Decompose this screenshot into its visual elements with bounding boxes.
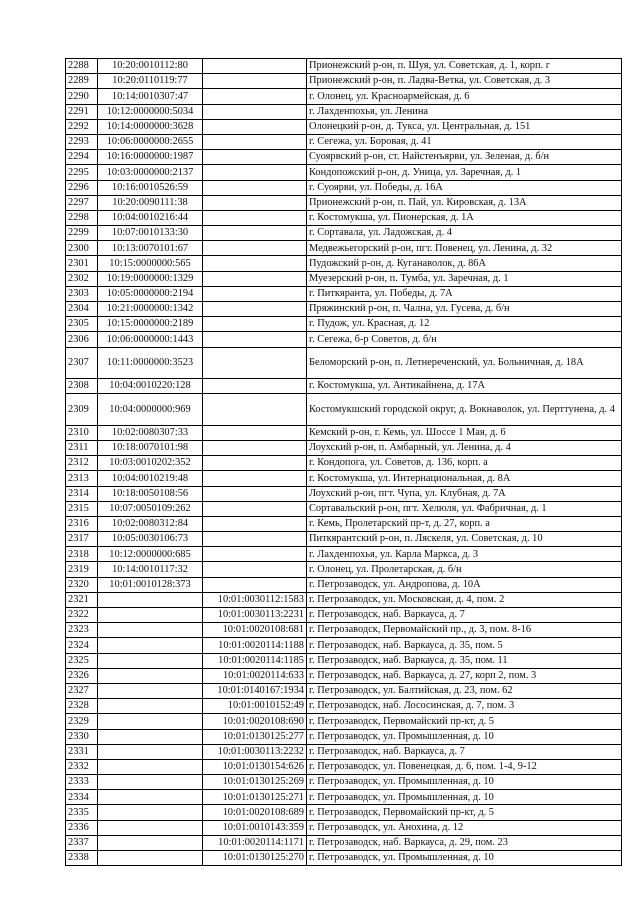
row-number-cell: 2302 (66, 271, 98, 286)
row-number-cell: 2307 (66, 347, 98, 379)
table-row (66, 532, 622, 547)
table-row (66, 302, 622, 317)
cadastral-number-cell: 10:04:0010220:128 (98, 379, 203, 394)
cadastral-number-cell (98, 729, 203, 744)
row-number-cell: 2293 (66, 134, 98, 149)
address-cell: Лоухский р-он, п. Амбарный, ул. Ленина, д. 4 (307, 440, 622, 455)
address-cell: Костомукшский городской округ, д. Вокнаволок, ул. Перттунена, д. 4 (307, 394, 622, 426)
cadastral-number-cell: 10:04:0010216:44 (98, 210, 203, 225)
cadastral-number-cell: 10:18:0050108:56 (98, 486, 203, 501)
row-number-cell: 2297 (66, 195, 98, 210)
cadastral-number-cell (98, 638, 203, 653)
cadastral-number-cell (98, 683, 203, 698)
address-cell: Кемский р-он, г. Кемь, ул. Шоссе 1 Мая, д. 6 (307, 425, 622, 440)
premises-cadastral-number-cell (203, 195, 307, 210)
row-number-cell: 2296 (66, 180, 98, 195)
row-number-cell: 2326 (66, 668, 98, 683)
row-number-cell: 2323 (66, 623, 98, 638)
cadastral-number-cell: 10:20:0090111:38 (98, 195, 203, 210)
premises-cadastral-number-cell (203, 516, 307, 531)
row-number-cell: 2305 (66, 317, 98, 332)
premises-cadastral-number-cell (203, 562, 307, 577)
address-cell: г. Петрозаводск, ул. Промышленная, д. 10 (307, 729, 622, 744)
premises-cadastral-number-cell (203, 271, 307, 286)
address-cell: г. Костомукша, ул. Интернациональная, д. 8А (307, 471, 622, 486)
address-cell: г. Петрозаводск, наб. Варкауса, д. 35, пом. 5 (307, 638, 622, 653)
address-cell: Беломорский р-он, п. Летнереченский, ул. Больничная, д. 18А (307, 347, 622, 379)
cadastral-number-cell: 10:04:0010219:48 (98, 471, 203, 486)
premises-cadastral-number-cell (203, 241, 307, 256)
table-row (66, 241, 622, 256)
cadastral-number-cell (98, 775, 203, 790)
row-number-cell: 2335 (66, 805, 98, 820)
premises-cadastral-number-cell: 10:01:0020108:690 (203, 714, 307, 729)
table-row (66, 501, 622, 516)
premises-cadastral-number-cell (203, 150, 307, 165)
cadastral-number-cell: 10:11:0000000:3523 (98, 347, 203, 379)
table-row (66, 256, 622, 271)
register-table-body (66, 59, 622, 866)
premises-cadastral-number-cell (203, 577, 307, 592)
row-number-cell: 2329 (66, 714, 98, 729)
cadastral-number-cell (98, 759, 203, 774)
premises-cadastral-number-cell (203, 256, 307, 271)
premises-cadastral-number-cell (203, 59, 307, 74)
address-cell: г. Петрозаводск, наб. Варкауса, д. 35, пом. 11 (307, 653, 622, 668)
premises-cadastral-number-cell (203, 89, 307, 104)
address-cell: Лоухский р-он, пгт. Чупа, ул. Клубная, д. 7А (307, 486, 622, 501)
address-cell: г. Кемь, Пролетарский пр-т, д. 27, корп. а (307, 516, 622, 531)
premises-cadastral-number-cell (203, 532, 307, 547)
premises-cadastral-number-cell (203, 456, 307, 471)
address-cell: г. Лахденпохья, ул. Карла Маркса, д. 3 (307, 547, 622, 562)
address-cell: г. Петрозаводск, ул. Промышленная, д. 10 (307, 775, 622, 790)
table-row (66, 562, 622, 577)
table-row (66, 653, 622, 668)
premises-cadastral-number-cell (203, 332, 307, 347)
row-number-cell: 2336 (66, 820, 98, 835)
table-row (66, 59, 622, 74)
premises-cadastral-number-cell: 10:01:0130125:270 (203, 851, 307, 866)
document-page (65, 58, 622, 866)
cadastral-number-cell: 10:21:0000000:1342 (98, 302, 203, 317)
premises-cadastral-number-cell (203, 440, 307, 455)
table-row (66, 394, 622, 426)
address-cell: Медвежьегорский р-он, пгт. Повенец, ул. Ленина, д. 32 (307, 241, 622, 256)
premises-cadastral-number-cell: 10:01:0030112:1583 (203, 592, 307, 607)
premises-cadastral-number-cell (203, 74, 307, 89)
table-row (66, 271, 622, 286)
table-row (66, 683, 622, 698)
row-number-cell: 2316 (66, 516, 98, 531)
table-row (66, 623, 622, 638)
row-number-cell: 2314 (66, 486, 98, 501)
cadastral-number-cell: 10:12:0000000:5034 (98, 104, 203, 119)
address-cell: г. Петрозаводск, Первомайский пр-кт, д. 5 (307, 805, 622, 820)
table-row (66, 592, 622, 607)
row-number-cell: 2333 (66, 775, 98, 790)
row-number-cell: 2312 (66, 456, 98, 471)
premises-cadastral-number-cell: 10:01:0130125:271 (203, 790, 307, 805)
cadastral-number-cell: 10:15:0000000:565 (98, 256, 203, 271)
row-number-cell: 2327 (66, 683, 98, 698)
row-number-cell: 2300 (66, 241, 98, 256)
premises-cadastral-number-cell: 10:01:0130125:277 (203, 729, 307, 744)
table-row (66, 134, 622, 149)
premises-cadastral-number-cell (203, 286, 307, 301)
table-row (66, 89, 622, 104)
table-row (66, 210, 622, 225)
address-cell: г. Кондопога, ул. Советов, д. 136, корп. а (307, 456, 622, 471)
premises-cadastral-number-cell (203, 471, 307, 486)
address-cell: г. Сортавала, ул. Ладожская, д. 4 (307, 226, 622, 241)
row-number-cell: 2334 (66, 790, 98, 805)
address-cell: г. Лахденпохья, ул. Ленина (307, 104, 622, 119)
row-number-cell: 2299 (66, 226, 98, 241)
cadastral-number-cell: 10:14:0000000:3628 (98, 119, 203, 134)
table-row (66, 820, 622, 835)
address-cell: Сортавальский р-он, пгт. Хелюля, ул. Фабричная, д. 1 (307, 501, 622, 516)
address-cell: г. Петрозаводск, ул. Анохина, д. 12 (307, 820, 622, 835)
property-register-table (65, 58, 622, 866)
cadastral-number-cell: 10:05:0030106:73 (98, 532, 203, 547)
row-number-cell: 2310 (66, 425, 98, 440)
cadastral-number-cell (98, 592, 203, 607)
address-cell: г. Сегежа, ул. Боровая, д. 41 (307, 134, 622, 149)
row-number-cell: 2315 (66, 501, 98, 516)
premises-cadastral-number-cell: 10:01:0130125:269 (203, 775, 307, 790)
cadastral-number-cell: 10:19:0000000:1329 (98, 271, 203, 286)
table-row (66, 347, 622, 379)
cadastral-number-cell: 10:20:0010112:80 (98, 59, 203, 74)
table-row (66, 104, 622, 119)
table-row (66, 577, 622, 592)
premises-cadastral-number-cell (203, 134, 307, 149)
address-cell: г. Костомукша, ул. Антикайнена, д. 17А (307, 379, 622, 394)
table-row (66, 638, 622, 653)
cadastral-number-cell (98, 820, 203, 835)
premises-cadastral-number-cell (203, 226, 307, 241)
cadastral-number-cell: 10:16:0000000:1987 (98, 150, 203, 165)
cadastral-number-cell (98, 835, 203, 850)
cadastral-number-cell: 10:05:0000000:2194 (98, 286, 203, 301)
row-number-cell: 2292 (66, 119, 98, 134)
premises-cadastral-number-cell: 10:01:0130154:626 (203, 759, 307, 774)
address-cell: г. Петрозаводск, ул. Повенецкая, д. 6, пом. 1-4, 9-12 (307, 759, 622, 774)
address-cell: г. Пудож, ул. Красная, д. 12 (307, 317, 622, 332)
cadastral-number-cell: 10:18:0070101:98 (98, 440, 203, 455)
address-cell: Прионежский р-он, п. Шуя, ул. Советская, д. 1, корп. г (307, 59, 622, 74)
table-row (66, 608, 622, 623)
table-row (66, 317, 622, 332)
premises-cadastral-number-cell: 10:01:0010143:359 (203, 820, 307, 835)
row-number-cell: 2308 (66, 379, 98, 394)
row-number-cell: 2288 (66, 59, 98, 74)
cadastral-number-cell (98, 653, 203, 668)
row-number-cell: 2290 (66, 89, 98, 104)
cadastral-number-cell: 10:04:0000000:969 (98, 394, 203, 426)
cadastral-number-cell (98, 851, 203, 866)
row-number-cell: 2325 (66, 653, 98, 668)
cadastral-number-cell: 10:06:0000000:2655 (98, 134, 203, 149)
premises-cadastral-number-cell (203, 486, 307, 501)
cadastral-number-cell: 10:02:0080307:33 (98, 425, 203, 440)
table-row (66, 180, 622, 195)
cadastral-number-cell (98, 714, 203, 729)
row-number-cell: 2289 (66, 74, 98, 89)
row-number-cell: 2295 (66, 165, 98, 180)
table-row (66, 150, 622, 165)
address-cell: Суоярвский р-он, ст. Найстенъярви, ул. Зеленая, д. б/н (307, 150, 622, 165)
address-cell: г. Олонец, ул. Пролетарская, д. б/н (307, 562, 622, 577)
cadastral-number-cell: 10:16:0010526:59 (98, 180, 203, 195)
premises-cadastral-number-cell (203, 379, 307, 394)
address-cell: Пудожский р-он, д. Куганаволок, д. 86А (307, 256, 622, 271)
table-row (66, 547, 622, 562)
table-row (66, 226, 622, 241)
table-row (66, 835, 622, 850)
table-row (66, 440, 622, 455)
address-cell: г. Петрозаводск, ул. Андропова, д. 10А (307, 577, 622, 592)
row-number-cell: 2301 (66, 256, 98, 271)
row-number-cell: 2298 (66, 210, 98, 225)
row-number-cell: 2294 (66, 150, 98, 165)
address-cell: г. Суоярви, ул. Победы, д. 16А (307, 180, 622, 195)
premises-cadastral-number-cell: 10:01:0010152:49 (203, 699, 307, 714)
address-cell: Кондопожский р-он, д. Уница, ул. Заречная, д. 1 (307, 165, 622, 180)
row-number-cell: 2317 (66, 532, 98, 547)
cadastral-number-cell (98, 790, 203, 805)
cadastral-number-cell: 10:14:0010307:47 (98, 89, 203, 104)
row-number-cell: 2304 (66, 302, 98, 317)
cadastral-number-cell: 10:03:0000000:2137 (98, 165, 203, 180)
cadastral-number-cell: 10:07:0010133:30 (98, 226, 203, 241)
cadastral-number-cell (98, 668, 203, 683)
table-row (66, 668, 622, 683)
premises-cadastral-number-cell (203, 180, 307, 195)
cadastral-number-cell: 10:01:0010128:373 (98, 577, 203, 592)
address-cell: г. Петрозаводск, наб. Варкауса, д. 27, корп 2, пом. 3 (307, 668, 622, 683)
cadastral-number-cell (98, 608, 203, 623)
address-cell: г. Петрозаводск, ул. Промышленная, д. 10 (307, 790, 622, 805)
table-row (66, 775, 622, 790)
premises-cadastral-number-cell (203, 547, 307, 562)
table-row (66, 74, 622, 89)
cadastral-number-cell: 10:14:0010117:32 (98, 562, 203, 577)
address-cell: г. Олонец, ул. Красноармейская, д. 6 (307, 89, 622, 104)
cadastral-number-cell: 10:12:0000000:685 (98, 547, 203, 562)
table-row (66, 486, 622, 501)
table-row (66, 759, 622, 774)
row-number-cell: 2337 (66, 835, 98, 850)
table-row (66, 286, 622, 301)
address-cell: г. Петрозаводск, ул. Промышленная, д. 10 (307, 851, 622, 866)
address-cell: г. Петрозаводск, наб. Варкауса, д. 29, пом. 23 (307, 835, 622, 850)
address-cell: г. Петрозаводск, наб. Лососинская, д. 7, пом. 3 (307, 699, 622, 714)
row-number-cell: 2291 (66, 104, 98, 119)
table-row (66, 165, 622, 180)
row-number-cell: 2338 (66, 851, 98, 866)
table-row (66, 456, 622, 471)
table-row (66, 699, 622, 714)
row-number-cell: 2324 (66, 638, 98, 653)
cadastral-number-cell (98, 744, 203, 759)
row-number-cell: 2332 (66, 759, 98, 774)
row-number-cell: 2328 (66, 699, 98, 714)
address-cell: г. Костомукша, ул. Пионерская, д. 1А (307, 210, 622, 225)
premises-cadastral-number-cell: 10:01:0020114:1185 (203, 653, 307, 668)
address-cell: г. Петрозаводск, ул. Московская, д. 4, пом. 2 (307, 592, 622, 607)
cadastral-number-cell (98, 623, 203, 638)
cadastral-number-cell (98, 699, 203, 714)
premises-cadastral-number-cell: 10:01:0030113:2232 (203, 744, 307, 759)
row-number-cell: 2309 (66, 394, 98, 426)
row-number-cell: 2303 (66, 286, 98, 301)
row-number-cell: 2306 (66, 332, 98, 347)
premises-cadastral-number-cell: 10:01:0020114:633 (203, 668, 307, 683)
table-row (66, 714, 622, 729)
address-cell: Муезерский р-он, п. Тумба, ул. Заречная, д. 1 (307, 271, 622, 286)
row-number-cell: 2318 (66, 547, 98, 562)
row-number-cell: 2313 (66, 471, 98, 486)
address-cell: г. Петрозаводск, Первомайский пр., д. 3, пом. 8-16 (307, 623, 622, 638)
cadastral-number-cell: 10:13:0070101:67 (98, 241, 203, 256)
premises-cadastral-number-cell: 10:01:0020108:681 (203, 623, 307, 638)
address-cell: г. Петрозаводск, Первомайский пр-кт, д. 5 (307, 714, 622, 729)
row-number-cell: 2311 (66, 440, 98, 455)
premises-cadastral-number-cell (203, 317, 307, 332)
address-cell: г. Петрозаводск, ул. Балтийская, д. 23, пом. 62 (307, 683, 622, 698)
premises-cadastral-number-cell (203, 501, 307, 516)
row-number-cell: 2322 (66, 608, 98, 623)
table-row (66, 805, 622, 820)
table-row (66, 471, 622, 486)
table-row (66, 195, 622, 210)
table-row (66, 744, 622, 759)
row-number-cell: 2330 (66, 729, 98, 744)
table-row (66, 119, 622, 134)
row-number-cell: 2319 (66, 562, 98, 577)
row-number-cell: 2320 (66, 577, 98, 592)
table-row (66, 379, 622, 394)
premises-cadastral-number-cell: 10:01:0020114:1188 (203, 638, 307, 653)
address-cell: г. Питкяранта, ул. Победы, д. 7А (307, 286, 622, 301)
address-cell: г. Сегежа, б-р Советов, д. б/н (307, 332, 622, 347)
address-cell: г. Петрозаводск, наб. Варкауса, д. 7 (307, 744, 622, 759)
address-cell: г. Петрозаводск, наб. Варкауса, д. 7 (307, 608, 622, 623)
cadastral-number-cell: 10:06:0000000:1443 (98, 332, 203, 347)
premises-cadastral-number-cell (203, 119, 307, 134)
address-cell: Прионежский р-он, п. Пай, ул. Кировская, д. 13А (307, 195, 622, 210)
cadastral-number-cell: 10:03:0010202:352 (98, 456, 203, 471)
premises-cadastral-number-cell (203, 347, 307, 379)
table-row (66, 790, 622, 805)
cadastral-number-cell: 10:07:0050109:262 (98, 501, 203, 516)
row-number-cell: 2331 (66, 744, 98, 759)
premises-cadastral-number-cell: 10:01:0020114:1171 (203, 835, 307, 850)
premises-cadastral-number-cell (203, 302, 307, 317)
premises-cadastral-number-cell: 10:01:0020108:689 (203, 805, 307, 820)
address-cell: Пряжинский р-он, п. Чална, ул. Гусева, д. б/н (307, 302, 622, 317)
table-row (66, 729, 622, 744)
premises-cadastral-number-cell: 10:01:0140167:1934 (203, 683, 307, 698)
address-cell: Прионежский р-он, п. Ладва-Ветка, ул. Советская, д. 3 (307, 74, 622, 89)
premises-cadastral-number-cell (203, 425, 307, 440)
cadastral-number-cell: 10:02:0080312:84 (98, 516, 203, 531)
table-row (66, 332, 622, 347)
premises-cadastral-number-cell: 10:01:0030113:2231 (203, 608, 307, 623)
premises-cadastral-number-cell (203, 104, 307, 119)
address-cell: Олонецкий р-он, д. Тукса, ул. Центральная, д. 151 (307, 119, 622, 134)
premises-cadastral-number-cell (203, 165, 307, 180)
cadastral-number-cell: 10:20:0110119:77 (98, 74, 203, 89)
table-row (66, 425, 622, 440)
row-number-cell: 2321 (66, 592, 98, 607)
table-row (66, 516, 622, 531)
premises-cadastral-number-cell (203, 210, 307, 225)
cadastral-number-cell: 10:15:0000000:2189 (98, 317, 203, 332)
table-row (66, 851, 622, 866)
address-cell: Питкярантский р-он, п. Ляскеля, ул. Советская, д. 10 (307, 532, 622, 547)
premises-cadastral-number-cell (203, 394, 307, 426)
cadastral-number-cell (98, 805, 203, 820)
